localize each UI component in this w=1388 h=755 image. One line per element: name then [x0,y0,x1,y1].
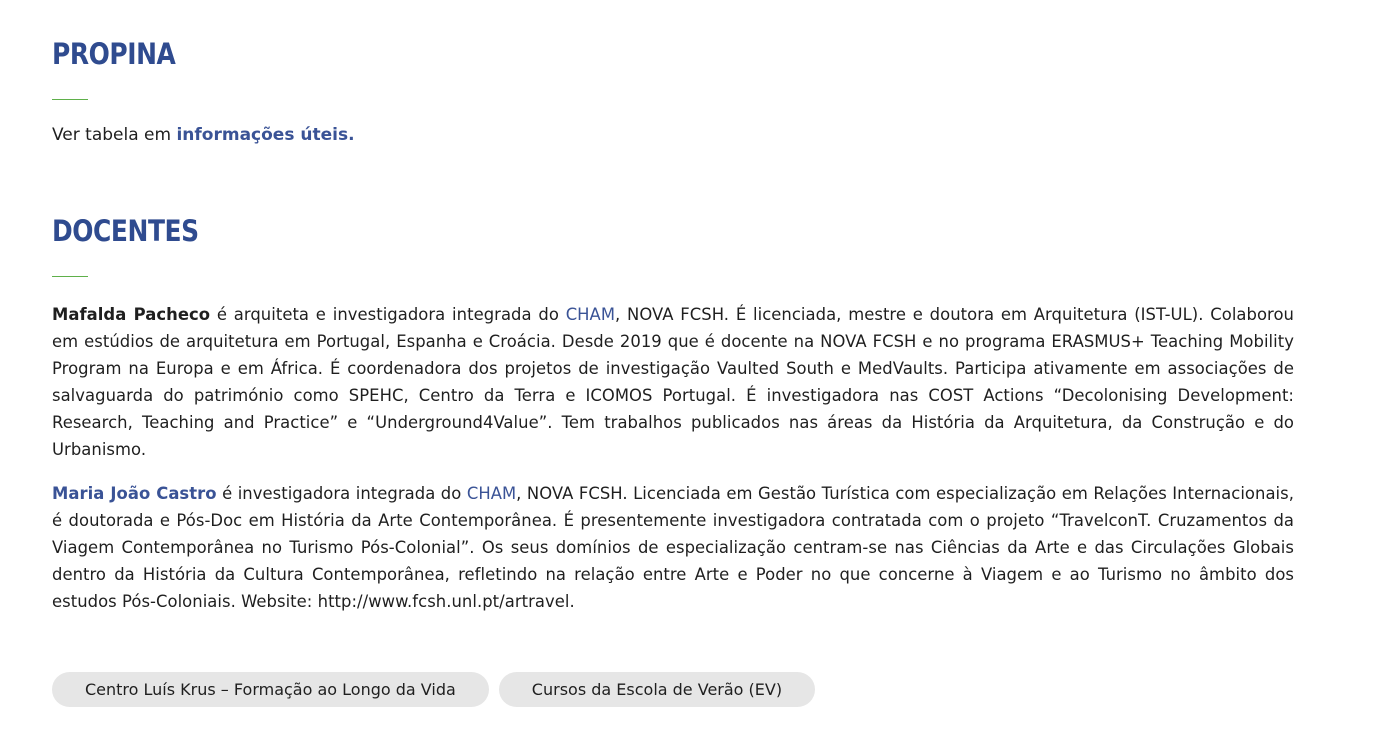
propina-text-prefix: Ver tabela em [52,125,177,145]
bio-text: é arquiteta e investigadora integrada do [210,305,566,324]
cham-link[interactable]: CHAM [466,484,517,503]
docente-bio-mafalda [52,301,1294,463]
bio-text: é investigadora integrada do [216,484,467,503]
bio-text: , NOVA FCSH. Licenciada em Gestão Turística com especialização em Relações Internacionais, é doutorada e Pós-Doc em História da Arte Contemporânea. É presentemente investigadora contratada com o projeto “TravelconT. Cruzamentos da Viagem Contemporânea no Turismo Pós-Colonial”. Os seus domínios de especialização centram-se nas Ciências da Arte e das Circulações Globais dentro da História da Cultura Contemporânea, refletindo na relação entre Arte e Poder no que concerne à Viagem e ao Turismo no âmbito dos estudos Pós-Coloniais. Website: http://www.fcsh.unl.pt/artravel. [52,484,1294,611]
docente-name-maria-joao-link[interactable]: Maria João Castro [52,484,217,503]
tag-centro-luis-krus[interactable]: Centro Luís Krus – Formação ao Longo da Vida [52,672,489,707]
tag-list [52,672,815,707]
propina-heading: PROPINA [52,37,176,71]
docentes-divider [52,276,88,277]
docente-name-mafalda: Mafalda Pacheco [52,305,211,324]
informacoes-uteis-link[interactable]: informações úteis. [176,125,355,145]
docentes-heading: DOCENTES [52,214,199,248]
docente-bio-maria-joao [52,480,1294,615]
propina-divider [52,99,88,100]
propina-text [52,122,355,149]
tag-escola-de-verao[interactable]: Cursos da Escola de Verão (EV) [499,672,815,707]
cham-link[interactable]: CHAM [565,305,616,324]
bio-text: , NOVA FCSH. É licenciada, mestre e doutora em Arquitetura (IST-UL). Colaborou em estúdios de arquitetura em Portugal, Espanha e Croácia. Desde 2019 que é docente na NOVA FCSH e no programa ERASMUS+ Teaching Mobility Program na Europa e em África. É coordenadora dos projetos de investigação Vaulted South e MedVaults. Participa ativamente em associações de salvaguarda do património como SPEHC, Centro da Terra e ICOMOS Portugal. É investigadora nas COST Actions “Decolonising Development: Research, Teaching and Practice” e “Underground4Value”. Tem trabalhos publicados nas áreas da História da Arquitetura, da Construção e do Urbanismo. [52,305,1294,459]
